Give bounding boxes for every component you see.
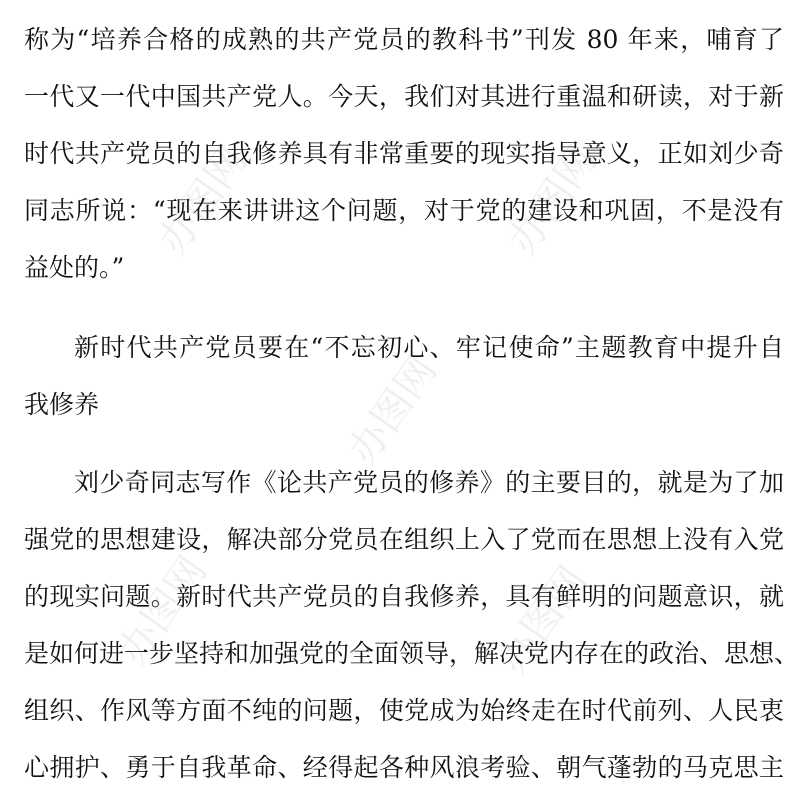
paragraph-line: 是如何进一步坚持和加强党的全面领导，解决党内存在的政治、思想、 — [24, 639, 800, 668]
watermark: 办图网 — [499, 138, 607, 263]
paragraph-line: 一代又一代中国共产党人。今天，我们对其进行重温和研读，对于新 — [24, 82, 784, 111]
section-heading-line: 新时代共产党员要在“不忘初心、牢记使命”主题教育中提升自 — [74, 333, 784, 362]
paragraph-line: 益处的。” — [24, 253, 125, 282]
paragraph-line: 组织、作风等方面不纯的问题，使党成为始终走在时代前列、人民衷 — [24, 696, 784, 725]
paragraph-line: 同志所说：“现在来讲讲这个问题，对于党的建设和巩固，不是没有 — [24, 196, 784, 225]
paragraph-line: 强党的思想建设，解决部分党员在组织上入了党而在思想上没有入党 — [24, 525, 784, 554]
paragraph-line: 时代共产党员的自我修养具有非常重要的现实指导意义，正如刘少奇 — [24, 139, 784, 168]
watermark: 办图网 — [149, 138, 257, 263]
section-heading-line: 我修养 — [24, 390, 100, 419]
paragraph-line: 刘少奇同志写作《论共产党员的修养》的主要目的，就是为了加 — [74, 468, 784, 497]
watermark: 办图网 — [109, 548, 217, 673]
paragraph-line: 心拥护、勇于自我革命、经得起各种风浪考验、朝气蓬勃的马克思主 — [24, 753, 784, 782]
paragraph-line: 称为“培养合格的成熟的共产党员的教科书”刊发 80 年来，哺育了 — [24, 25, 784, 54]
watermark: 办图网 — [489, 558, 597, 683]
watermark: 办图网 — [339, 348, 447, 473]
paragraph-line: 的现实问题。新时代共产党员的自我修养，具有鲜明的问题意识，就 — [24, 582, 784, 611]
